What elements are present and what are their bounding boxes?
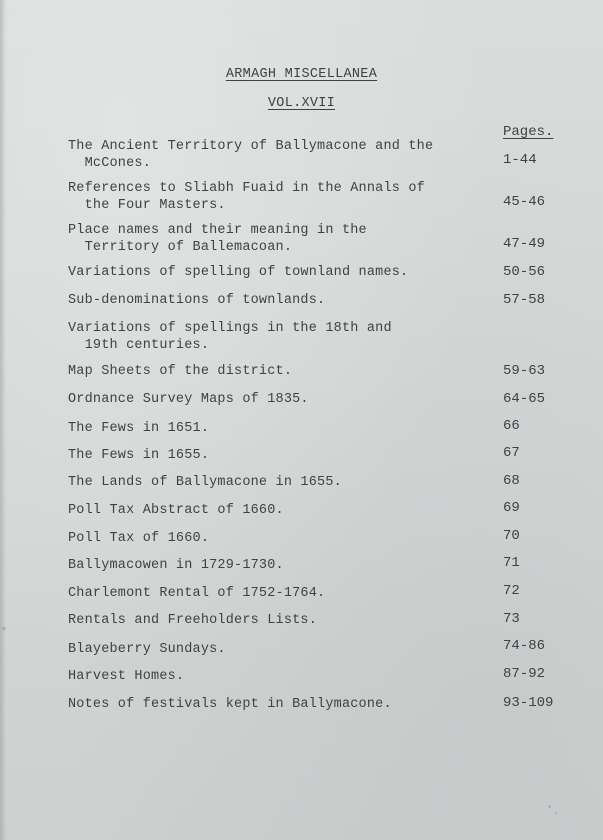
entry-pages: 1-44 (503, 152, 537, 168)
entry-pages: 59-63 (503, 363, 546, 379)
entry-pages: 57-58 (503, 292, 546, 308)
entry-pages: 71 (503, 555, 520, 571)
entry-pages: 50-56 (503, 264, 546, 280)
entry-pages: 72 (503, 583, 520, 599)
entry-pages: 69 (503, 500, 520, 516)
entry-title: Variations of spellings in the 18th and 19th centuries. (68, 321, 392, 353)
entry-title: The Fews in 1651. (68, 421, 210, 436)
document-title: ARMAGH MISCELLANEA (225, 67, 378, 82)
entry-pages: 87-92 (503, 666, 546, 682)
paper-speck (2, 627, 6, 630)
entry-title: Poll Tax of 1660. (68, 531, 210, 546)
entry-title: Variations of spelling of townland names. (68, 265, 409, 280)
entry-pages: 67 (503, 445, 520, 461)
entry-pages: 47-49 (503, 236, 546, 252)
entry-title: Ordnance Survey Maps of 1835. (68, 392, 309, 407)
page-edge-shadow (0, 0, 6, 840)
paper-speck (548, 805, 551, 808)
entry-title: Map Sheets of the district. (68, 364, 293, 379)
entry-title: The Ancient Territory of Ballymacone and the McCones. (68, 139, 434, 171)
entry-pages: 64-65 (503, 391, 546, 407)
entry-pages: 66 (503, 418, 520, 434)
entry-title: Poll Tax Abstract of 1660. (68, 503, 284, 518)
entry-title: Sub-denominations of townlands. (68, 293, 326, 308)
entry-pages: 68 (503, 473, 520, 489)
entry-pages: 74-86 (503, 638, 546, 654)
entry-title: The Lands of Ballymacone in 1655. (68, 475, 342, 490)
entry-title: Charlemont Rental of 1752-1764. (68, 586, 326, 601)
entry-title: The Fews in 1655. (68, 448, 210, 463)
entry-pages: 70 (503, 528, 520, 544)
entry-title: Notes of festivals kept in Ballymacone. (68, 697, 392, 712)
paper-speck (555, 812, 557, 814)
pages-column-header: Pages. (503, 124, 554, 140)
entry-title: Place names and their meaning in the Territory of Ballemacoan. (68, 223, 367, 255)
entry-title: Blayeberry Sundays. (68, 642, 226, 657)
entry-title: Rentals and Freeholders Lists. (68, 613, 318, 628)
volume-title: VOL.XVII (267, 96, 336, 111)
entry-title: Ballymacowen in 1729-1730. (68, 558, 284, 573)
entry-title: References to Sliabh Fuaid in the Annals of the Four Masters. (68, 181, 425, 213)
entry-title: Harvest Homes. (68, 669, 185, 684)
entry-pages: 73 (503, 611, 520, 627)
entry-pages: 93-109 (503, 695, 554, 711)
entry-pages: 45-46 (503, 194, 546, 210)
